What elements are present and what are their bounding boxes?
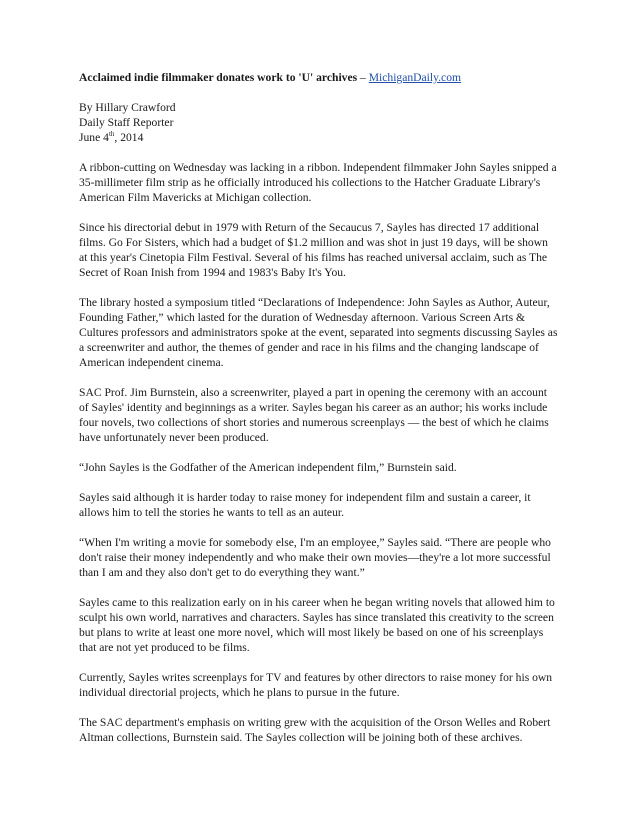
article-headline: Acclaimed indie filmmaker donates work to 'U' archives <box>79 71 358 84</box>
author-name: By Hillary Crawford <box>79 101 176 114</box>
date-month-day: June 4 <box>79 131 109 144</box>
article-paragraph: Sayles said although it is harder today to raise money for independent film and sustain a career, it allows him to tell the stories he wants to tell as an auteur. <box>79 491 531 519</box>
article-paragraph: “John Sayles is the Godfather of the American independent film,” Burnstein said. <box>79 461 457 474</box>
document-page <box>79 70 559 760</box>
article-paragraph: Since his directorial debut in 1979 with Return of the Secaucus 7, Sayles has directed 17 additional films. Go For Sisters, which had a budget of $1.2 million and was shot in just 19 days, will be shown at this year's Cinetopia Film Festival. Several of his films has reached universal acclaim, such as The Secret of Roan Inish from 1994 and 1983's Baby It's You. <box>79 221 548 279</box>
article-paragraph: The library hosted a symposium titled “Declarations of Independence: John Sayles as Author, Auteur, Founding Father,” which lasted for the duration of Wednesday afternoon. Various Screen Arts & Cultures professors and administrators spoke at the event, separated into segments discussing Sayles as a screenwriter and author, the themes of gender and race in his films and the changing landscape of American independent cinema. <box>79 296 558 369</box>
headline-line <box>79 70 559 85</box>
headline-separator: – <box>357 71 369 84</box>
publish-date <box>79 130 559 145</box>
date-suffix: th <box>108 130 115 139</box>
author-role: Daily Staff Reporter <box>79 116 174 129</box>
article-paragraph: The SAC department's emphasis on writing grew with the acquisition of the Orson Welles and Robert Altman collections, Burnstein said. The Sayles collection will be joining both of these archives. <box>79 716 551 744</box>
byline <box>79 100 559 145</box>
article-paragraph: A ribbon-cutting on Wednesday was lacking in a ribbon. Independent filmmaker John Sayles snipped a 35-millimeter film strip as he officially introduced his collections to the Hatcher Graduate Library's American Film Mavericks at Michigan collection. <box>79 161 557 204</box>
date-year: , 2014 <box>114 131 144 144</box>
article-paragraph: Currently, Sayles writes screenplays for TV and features by other directors to raise money for his own individual directorial projects, which he plans to pursue in the future. <box>79 671 553 699</box>
source-link[interactable]: MichiganDaily.com <box>368 71 462 84</box>
article-paragraph: “When I'm writing a movie for somebody else, I'm an employee,” Sayles said. “There are people who don't raise their money independently and who make their own movies—they're a lot more successful than I am and they also don't get to do everything they want.” <box>79 536 551 579</box>
article-paragraph: SAC Prof. Jim Burnstein, also a screenwriter, played a part in opening the ceremony with an account of Sayles' identity and beginnings as a writer. Sayles began his career as an author; his works include four novels, two collections of short stories and numerous screenplays — the best of which he claims have unfortunately never been produced. <box>79 386 549 444</box>
article-paragraph: Sayles came to this realization early on in his career when he began writing novels that allowed him to sculpt his own world, narratives and characters. Sayles has since translated this creativity to the screen but plans to write at least one more novel, which will most likely be based on one of his screenplays that are not yet produced to be films. <box>79 596 555 654</box>
